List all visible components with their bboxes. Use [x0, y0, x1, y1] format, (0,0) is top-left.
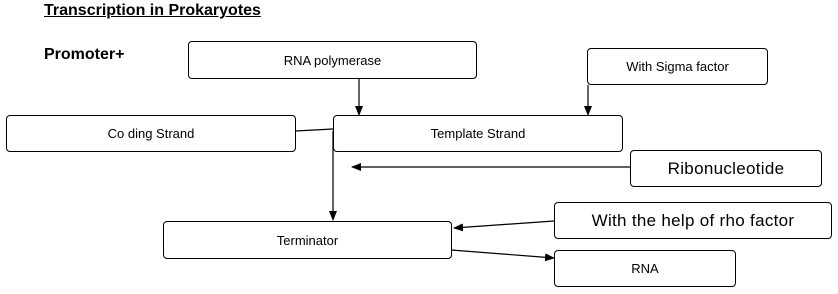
rho-factor-box: With the help of rho factor: [554, 202, 832, 239]
arrow-rho-to-terminator: [454, 221, 554, 228]
promoter-label: Promoter+: [44, 46, 125, 63]
coding-strand-box: Co ding Strand: [6, 115, 296, 152]
sigma-factor-box: With Sigma factor: [587, 48, 768, 85]
ribonucleotide-box: Ribonucleotide: [630, 150, 822, 187]
template-strand-box: Template Strand: [333, 115, 623, 152]
line-coding-to-template: [295, 129, 333, 131]
arrow-terminator-to-rna: [451, 250, 554, 258]
rna-box: RNA: [554, 250, 736, 287]
diagram-title: Transcription in Prokaryotes: [44, 2, 261, 19]
rna-polymerase-box: RNA polymerase: [188, 41, 477, 79]
terminator-box: Terminator: [163, 221, 452, 259]
